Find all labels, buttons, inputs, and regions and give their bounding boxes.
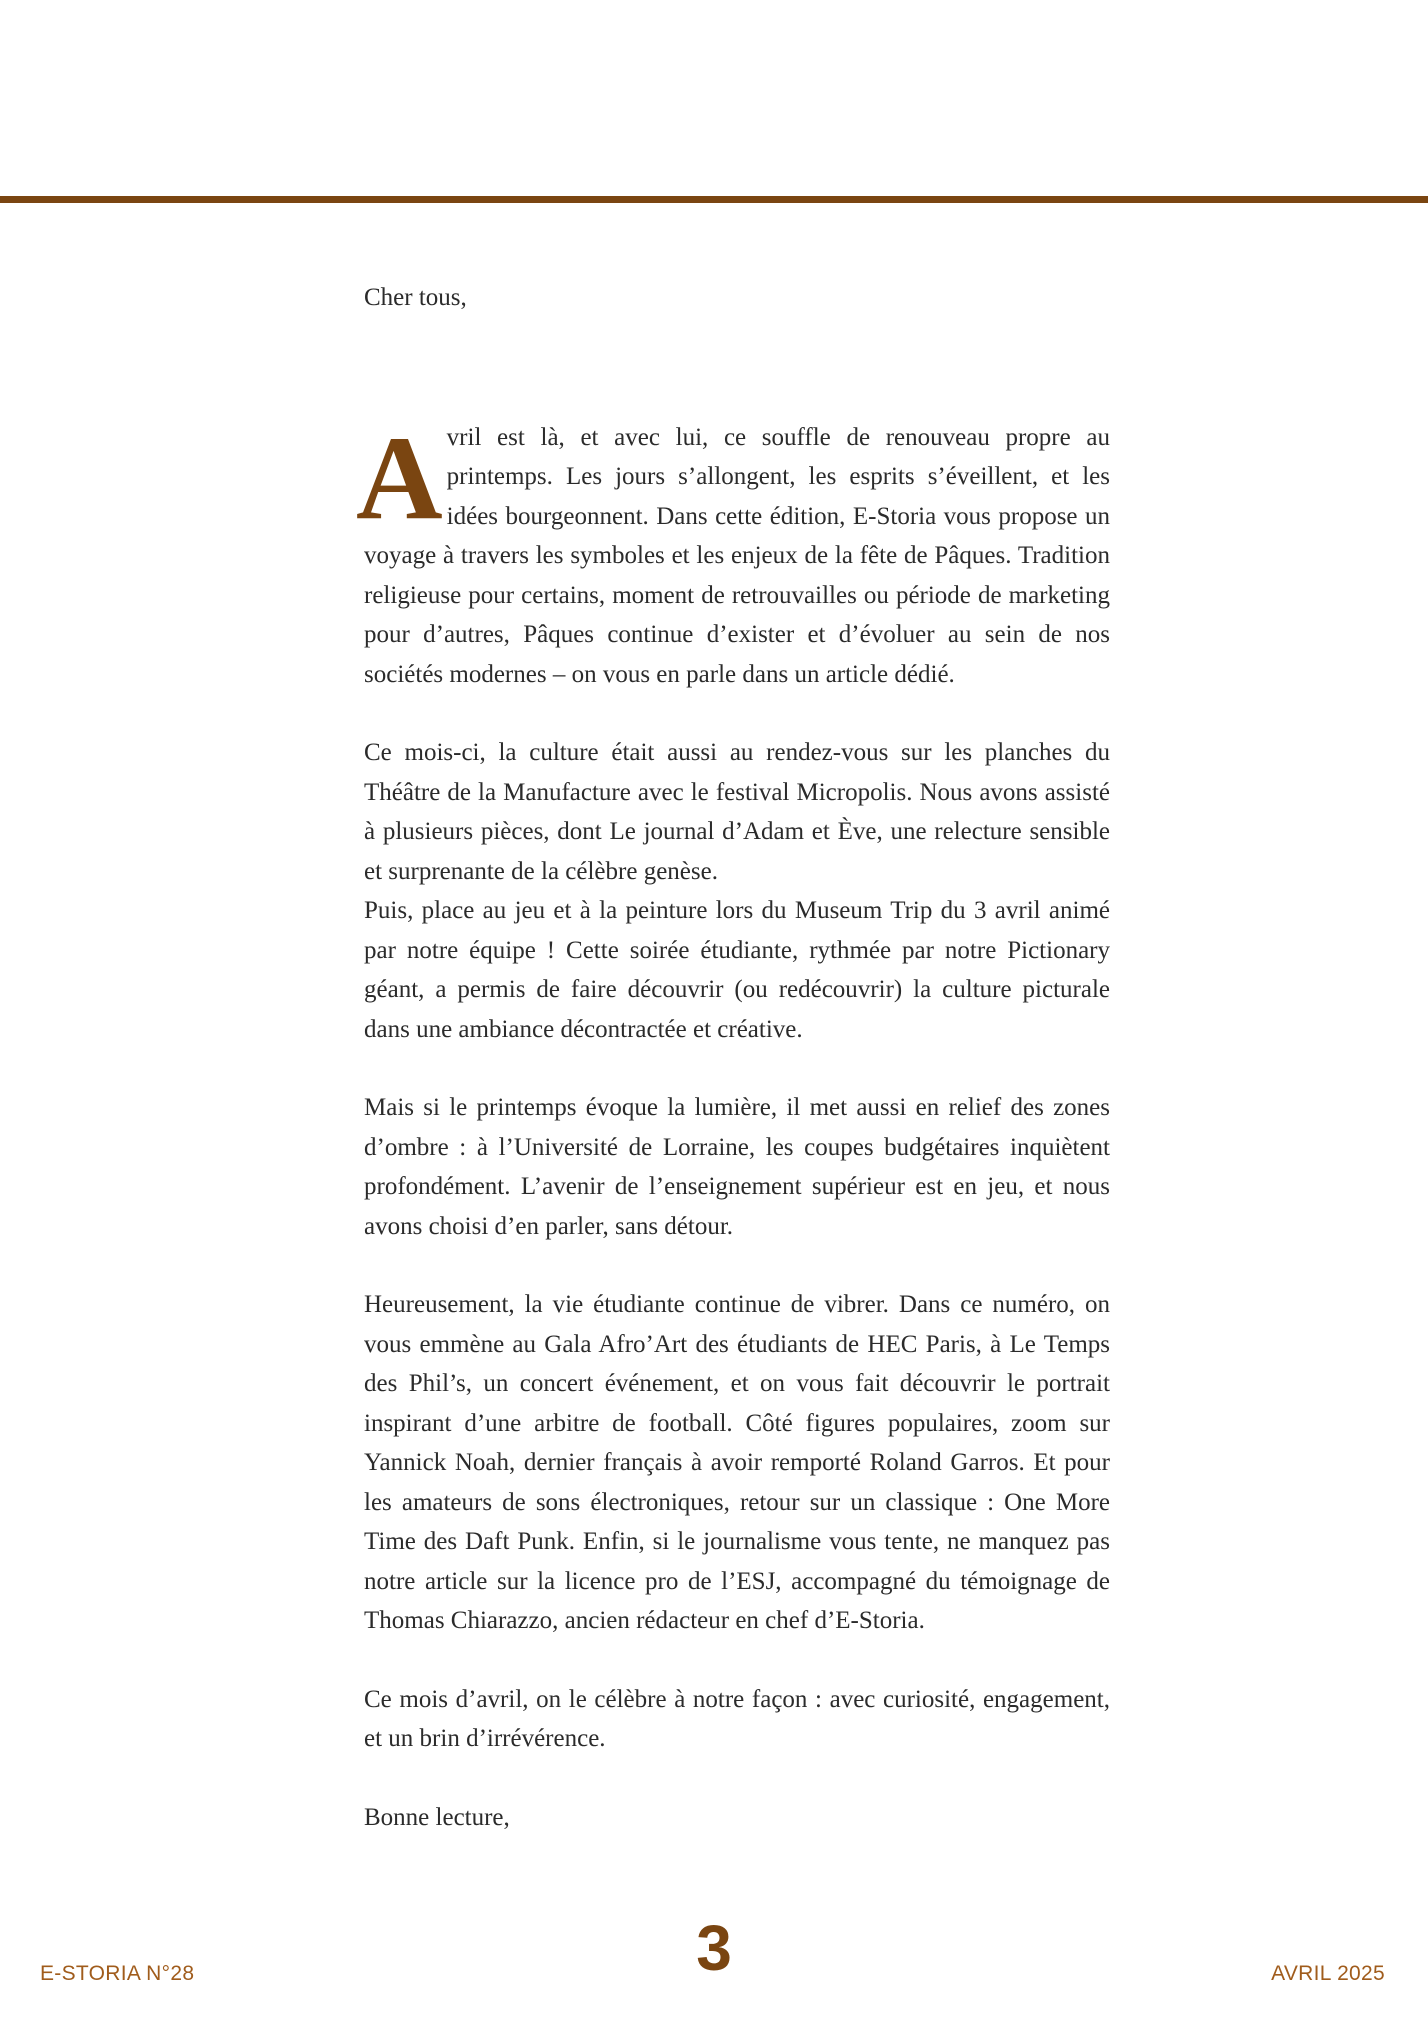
issue-label: E-STORIA N°28 xyxy=(40,1962,195,1985)
paragraph-5: Ce mois d’avril, on le célèbre à notre façon : avec curiosité, engagement, et un brin d’irrévérence. xyxy=(364,1685,1110,1752)
paragraph-2a: Ce mois-ci, la culture était aussi au rendez-vous sur les planches du Théâtre de la Manufacture avec le festival Micropolis. Nous avons assisté à plusieurs pièces, dont Le journal d’Adam et Ève, une relecture sensible et surprenante de la célèbre genèse. xyxy=(364,739,1110,885)
paragraph-3: Mais si le printemps évoque la lumière, il met aussi en relief des zones d’ombre : à l’Université de Lorraine, les coupes budgétaires inquiètent profondément. L’avenir de l’enseignement supérieur est en jeu, et nous avons choisi d’en parler, sans détour. xyxy=(364,1094,1110,1240)
paragraph-gap xyxy=(364,1246,1110,1285)
header-rule xyxy=(0,196,1428,203)
dropcap-letter: A xyxy=(356,410,443,544)
salutation: Cher tous, xyxy=(364,284,467,311)
paragraph-1-text: vril est là, et avec lui, ce souffle de renouveau propre au printemps. Les jours s’allongent, les esprits s’éveillent, et les idées bourgeonnent. Dans cette édition, E-Storia vous propose un voyage à travers les symboles et les enjeux de la fête de Pâques. Tradition religieuse pour certains, moment de retrouvailles ou période de marketing pour d’autres, Pâques continue d’exister et d’évoluer au sein de nos sociétés modernes – on vous en parle dans un article dédié. xyxy=(364,423,1110,688)
paragraph-gap xyxy=(364,1759,1110,1798)
page-number: 3 xyxy=(696,1912,732,1984)
paragraph-2b: Puis, place au jeu et à la peinture lors du Museum Trip du 3 avril animé par notre équipe ! Cette soirée étudiante, rythmée par notre Pictionary géant, a permis de faire découvrir (ou redécouvrir) la culture picturale dans une ambiance décontractée et créative. xyxy=(364,897,1110,1043)
paragraph-4: Heureusement, la vie étudiante continue de vibrer. Dans ce numéro, on vous emmène au Gala Afro’Art des étudiants de HEC Paris, à Le Temps des Phil’s, un concert événement, et on vous fait découvrir le portrait inspirant d’une arbitre de football. Côté figures populaires, zoom sur Yannick Noah, dernier français à avoir remporté Roland Garros. Et pour les amateurs de sons électroniques, retour sur un classique : One More Time des Daft Punk. Enfin, si le journalisme vous tente, ne manquez pas notre article sur la licence pro de l’ESJ, accompagné du témoignage de Thomas Chiarazzo, ancien rédacteur en chef d’E-Storia. xyxy=(364,1291,1110,1634)
paragraph-gap xyxy=(364,1049,1110,1088)
date-label: AVRIL 2025 xyxy=(1271,1962,1385,1985)
editorial-letter xyxy=(356,278,1110,1837)
closing: Bonne lecture, xyxy=(364,1803,510,1831)
paragraph-gap xyxy=(364,694,1110,733)
dropcap-spacer xyxy=(364,344,1110,418)
paragraph-1 xyxy=(356,344,1110,695)
paragraph-gap xyxy=(364,1641,1110,1680)
